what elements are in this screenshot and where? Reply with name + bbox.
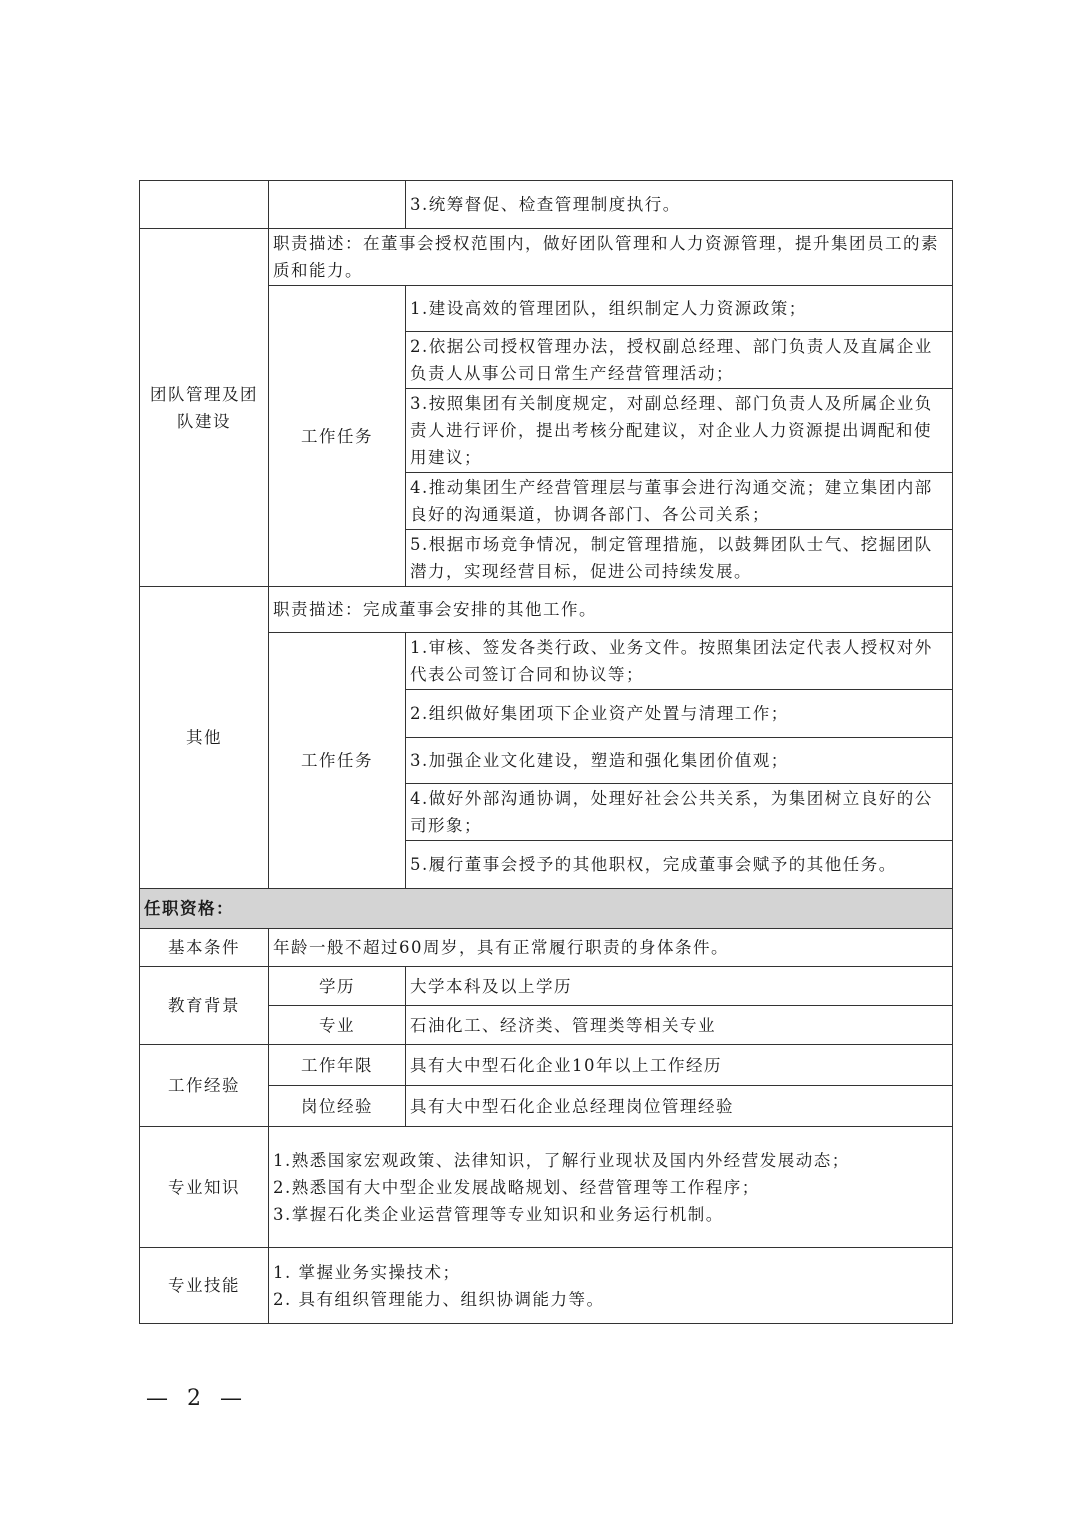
empty-cell [140, 181, 269, 229]
duty-description: 职责描述：完成董事会安排的其他工作。 [269, 587, 953, 633]
task-item: 3.统筹督促、检查管理制度执行。 [406, 181, 953, 229]
skill-item: 2. 具有组织管理能力、组织协调能力等。 [273, 1289, 605, 1309]
years-label: 工作年限 [269, 1045, 406, 1086]
skill-item: 1. 掌握业务实操技术； [273, 1262, 461, 1282]
knowledge-label: 专业知识 [140, 1127, 269, 1248]
task-item: 5.履行董事会授予的其他职权，完成董事会赋予的其他任务。 [406, 841, 953, 889]
task-item: 3.加强企业文化建设，塑造和强化集团价值观； [406, 738, 953, 784]
task-item: 2.依据公司授权管理办法，授权副总经理、部门负责人及直属企业负责人从事公司日常生产经营管理活动； [406, 332, 953, 389]
knowledge-item: 2.熟悉国有大中型企业发展战略规划、经营管理等工作程序； [273, 1177, 760, 1197]
task-item: 2.组织做好集团项下企业资产处置与清理工作； [406, 690, 953, 738]
basic-conditions-value: 年龄一般不超过60周岁，具有正常履行职责的身体条件。 [269, 929, 953, 967]
task-item: 4.推动集团生产经营管理层与董事会进行沟通交流；建立集团内部良好的沟通渠道，协调各部门、各公司关系； [406, 473, 953, 530]
task-item: 1.建设高效的管理团队，组织制定人力资源政策； [406, 286, 953, 332]
knowledge-item: 1.熟悉国家宏观政策、法律知识，了解行业现状及国内外经营发展动态； [273, 1150, 850, 1170]
skills-label: 专业技能 [140, 1248, 269, 1324]
qualifications-header: 任职资格： [140, 889, 953, 929]
section-title-other: 其他 [140, 587, 269, 889]
section-title-team: 团队管理及团队建设 [140, 229, 269, 587]
basic-conditions-label: 基本条件 [140, 929, 269, 967]
degree-label: 学历 [269, 967, 406, 1006]
post-experience-label: 岗位经验 [269, 1086, 406, 1127]
task-item: 5.根据市场竞争情况，制定管理措施，以鼓舞团队士气、挖掘团队潜力，实现经营目标，促进公司持续发展。 [406, 530, 953, 587]
major-label: 专业 [269, 1006, 406, 1045]
empty-cell [269, 181, 406, 229]
task-item: 4.做好外部沟通协调，处理好社会公共关系，为集团树立良好的公司形象； [406, 784, 953, 841]
knowledge-list [269, 1127, 953, 1248]
duty-description: 职责描述：在董事会授权范围内，做好团队管理和人力资源管理，提升集团员工的素质和能力。 [269, 229, 953, 286]
degree-value: 大学本科及以上学历 [406, 967, 953, 1006]
knowledge-item: 3.掌握石化类企业运营管理等专业知识和业务运行机制。 [273, 1204, 724, 1224]
page-number: — 2 — [146, 1386, 248, 1411]
years-value: 具有大中型石化企业10年以上工作经历 [406, 1045, 953, 1086]
skills-list [269, 1248, 953, 1324]
task-item: 3.按照集团有关制度规定，对副总经理、部门负责人及所属企业负责人进行评价，提出考核分配建议，对企业人力资源提出调配和使用建议； [406, 389, 953, 473]
task-label: 工作任务 [269, 286, 406, 587]
major-value: 石油化工、经济类、管理类等相关专业 [406, 1006, 953, 1045]
post-experience-value: 具有大中型石化企业总经理岗位管理经验 [406, 1086, 953, 1127]
experience-label: 工作经验 [140, 1045, 269, 1127]
task-label: 工作任务 [269, 633, 406, 889]
responsibility-table [139, 180, 953, 1324]
task-item: 1.审核、签发各类行政、业务文件。按照集团法定代表人授权对外代表公司签订合同和协议等； [406, 633, 953, 690]
education-label: 教育背景 [140, 967, 269, 1045]
